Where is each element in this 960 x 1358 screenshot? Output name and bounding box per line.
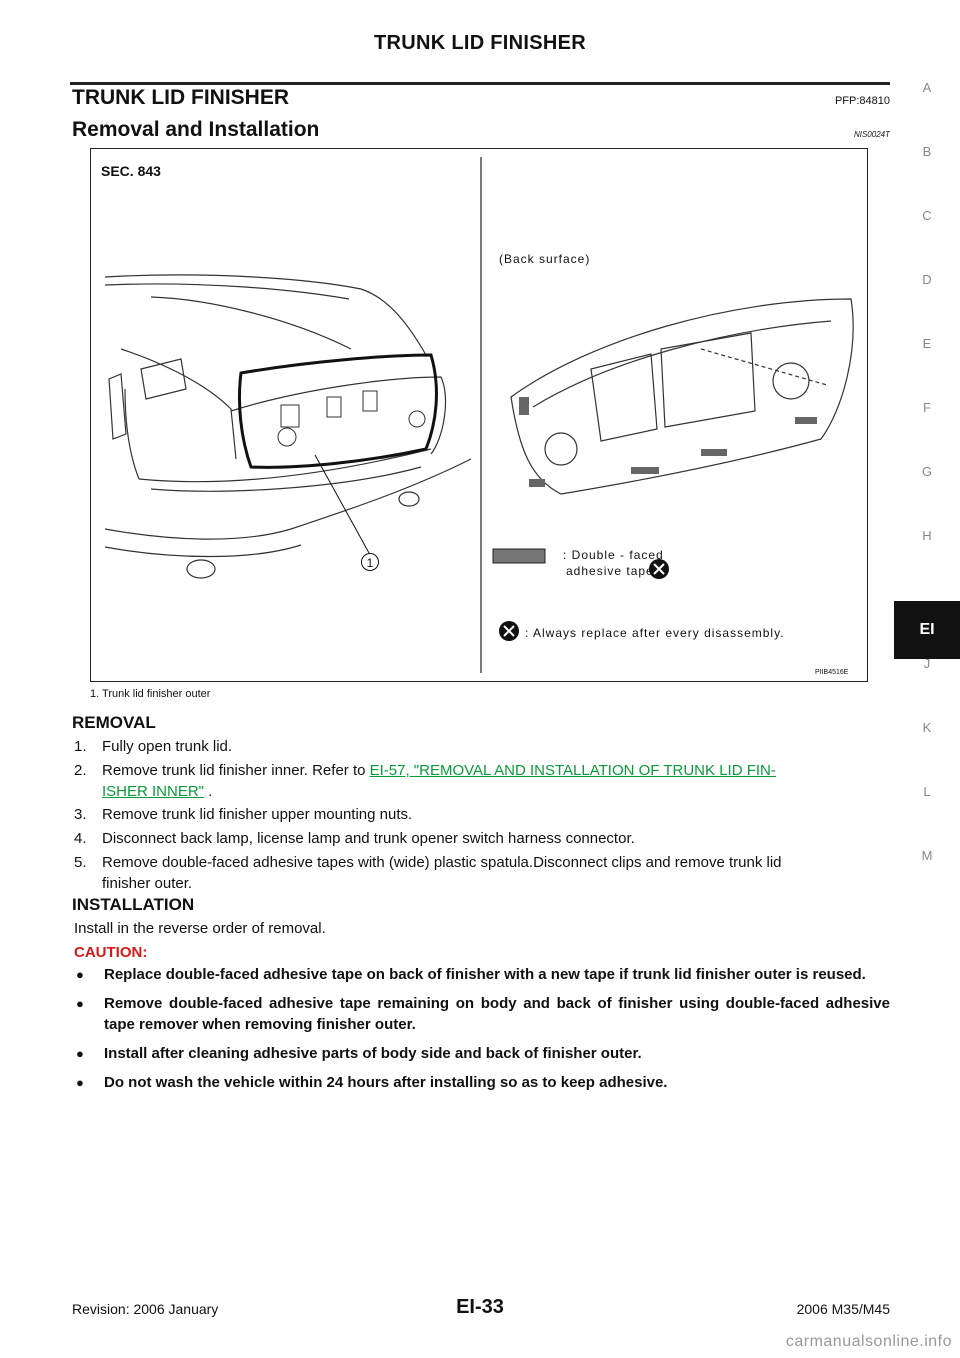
figure-sec-label: SEC. 843 — [101, 163, 161, 179]
side-tab-d[interactable]: D — [922, 272, 932, 287]
figure-legend-tape-line1: : Double - faced — [563, 548, 664, 562]
caution-bullet-text: Remove double-faced adhesive tape remaining on body and back of finisher using double-faced adhesive tape remover when removing finisher outer. — [104, 995, 890, 1033]
side-tab-g[interactable]: G — [921, 464, 933, 479]
caution-bullet-text: Do not wash the vehicle within 24 hours after installing so as to keep adhesive. — [104, 1074, 668, 1091]
caution-bullet-text: Replace double-faced adhesive tape on back of finisher with a new tape if trunk lid finisher outer is reused. — [104, 966, 866, 983]
side-tab-l[interactable]: L — [923, 784, 931, 799]
section-code: PFP:84810 — [834, 95, 890, 107]
removal-step-1 — [74, 736, 890, 757]
side-tab-k[interactable]: K — [922, 720, 932, 735]
page-header-title: TRUNK LID FINISHER — [373, 32, 587, 54]
side-tab-m[interactable]: M — [921, 848, 933, 863]
removal-step-4 — [74, 828, 890, 849]
removal-step-5 — [74, 852, 890, 894]
step-text: Remove double-faced adhesive tapes with (wide) plastic spatula.Disconnect clips and remove trunk lid — [102, 854, 782, 871]
side-tab-h[interactable]: H — [922, 528, 932, 543]
installation-body: Install in the reverse order of removal. — [74, 920, 326, 937]
step-text-cont: finisher outer. — [102, 875, 193, 892]
side-tab-c[interactable]: C — [922, 208, 932, 223]
subsection-title: Removal and Installation — [72, 118, 320, 141]
xref-link-ei-57-cont[interactable]: ISHER INNER" — [102, 783, 205, 800]
caution-bullet — [74, 964, 890, 985]
figure-caption: 1. Trunk lid finisher outer — [90, 688, 211, 700]
step-text: Fully open trunk lid. — [102, 738, 233, 755]
figure-callout-1: 1 — [361, 553, 379, 571]
side-tab-f[interactable]: F — [923, 400, 931, 415]
illustration-figure — [90, 148, 868, 682]
installation-heading: INSTALLATION — [72, 895, 195, 914]
caution-bullet — [74, 993, 890, 1035]
side-tab-a[interactable]: A — [922, 80, 932, 95]
bullet-dot-icon: ● — [76, 967, 84, 982]
side-tab-ei-active[interactable]: EI — [894, 601, 960, 659]
trunk-lid-illustration — [91, 149, 867, 681]
footer-model: 2006 M35/M45 — [796, 1301, 890, 1317]
caution-label: CAUTION: — [74, 944, 148, 961]
watermark-text: carmanualsonline.info — [785, 1333, 952, 1350]
figure-back-surface-label: (Back surface) — [499, 252, 591, 266]
step-text: Remove trunk lid finisher inner. Refer to — [102, 762, 370, 779]
step-text: Disconnect back lamp, license lamp and trunk opener switch harness connector. — [102, 830, 635, 847]
footer-page-number: EI-33 — [456, 1296, 504, 1318]
removal-step-3 — [74, 804, 890, 825]
side-tab-e[interactable]: E — [922, 336, 932, 351]
step-number: 5. — [74, 854, 87, 871]
step-number: 1. — [74, 738, 87, 755]
removal-step-2 — [74, 760, 890, 802]
xref-link-ei-57[interactable]: EI-57, "REMOVAL AND INSTALLATION OF TRUNK LID FIN- — [369, 762, 776, 779]
side-tab-b[interactable]: B — [922, 144, 932, 159]
removal-heading: REMOVAL — [72, 713, 156, 732]
step-number: 2. — [74, 762, 87, 779]
caution-bullet-text: Install after cleaning adhesive parts of body side and back of finisher outer. — [104, 1045, 642, 1062]
step-number: 3. — [74, 806, 87, 823]
figure-legend-tape-line2: adhesive tape — [566, 564, 654, 578]
header-rule — [70, 82, 890, 85]
bullet-dot-icon: ● — [76, 1046, 84, 1061]
figure-image-code: PIIB4516E — [815, 669, 849, 676]
side-tab-j[interactable]: J — [923, 656, 931, 671]
footer-revision: Revision: 2006 January — [72, 1301, 219, 1317]
section-title: TRUNK LID FINISHER — [72, 86, 289, 109]
figure-legend-replace: : Always replace after every disassembly. — [525, 626, 785, 640]
caution-bullet-list — [74, 964, 890, 1101]
step-number: 4. — [74, 830, 87, 847]
bullet-dot-icon: ● — [76, 996, 84, 1011]
step-text: Remove trunk lid finisher upper mounting nuts. — [102, 806, 413, 823]
subsection-code: NIS0024T — [853, 130, 890, 139]
caution-bullet — [74, 1043, 890, 1064]
step-text-after: . — [204, 783, 213, 800]
bullet-dot-icon: ● — [76, 1075, 84, 1090]
caution-bullet — [74, 1072, 890, 1093]
